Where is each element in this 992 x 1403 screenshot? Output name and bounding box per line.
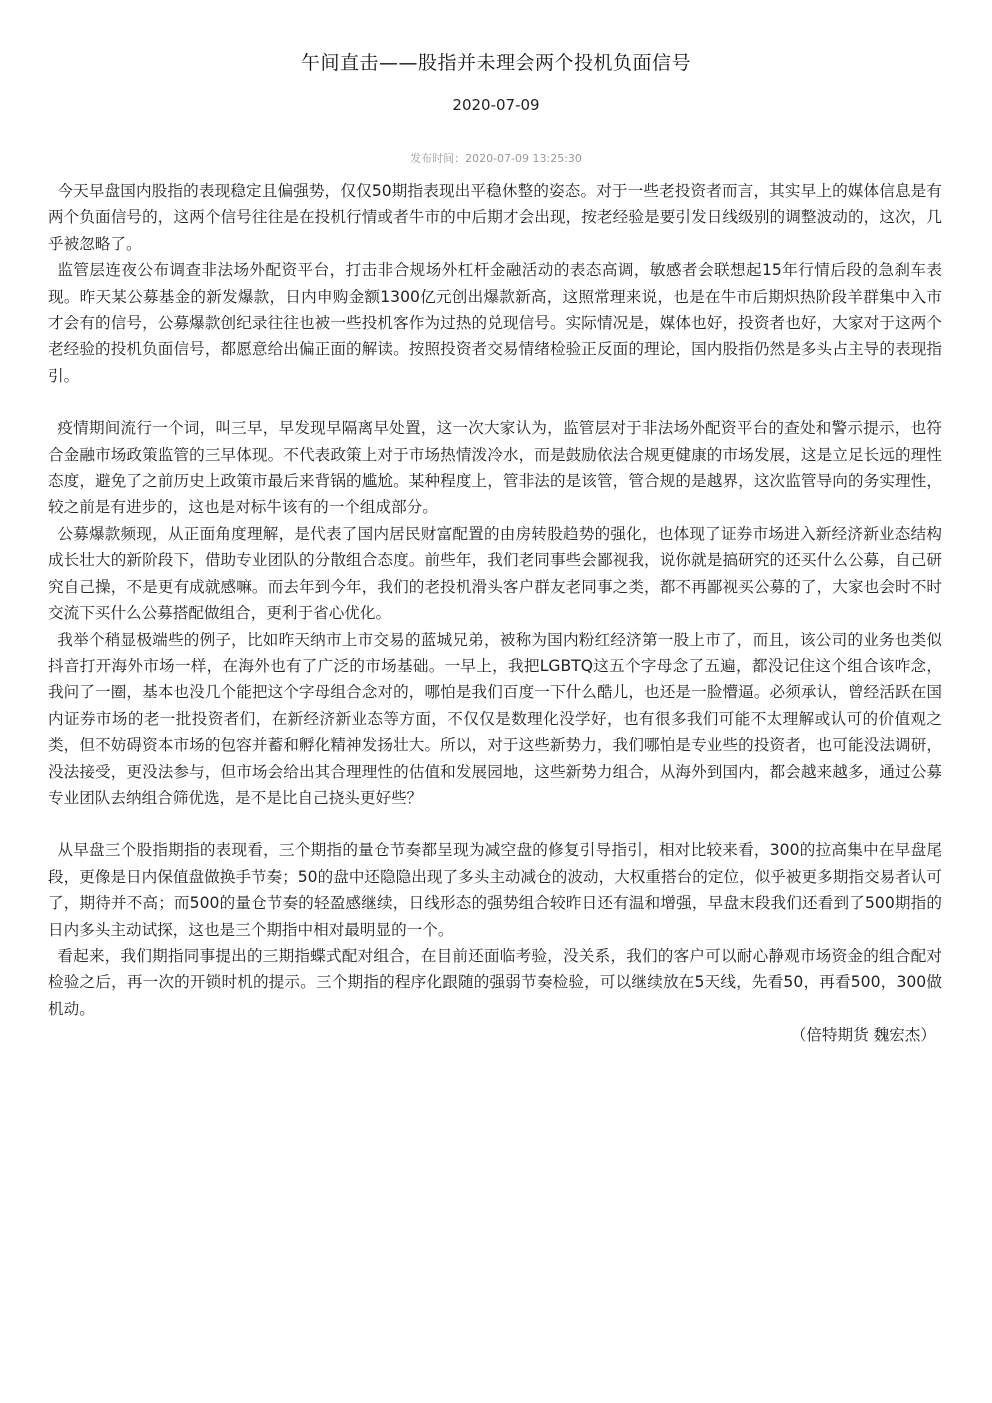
paragraph: 监管层连夜公布调查非法场外配资平台，打击非合规场外杠杆金融活动的表态高调，敏感者会联想起15年行情后段的急刹车表现。昨天某公募基金的新发爆款，日内申购金额1300亿元创出爆款新高，这照常理来说，也是在牛市后期炽热阶段羊群集中入市才会有的信号，公募爆款创纪录往往也被一些投机客作为过热的兑现信号。实际情况是，媒体也好，投资者也好，大家对于这两个老经验的投机负面信号，都愿意给出偏正面的解读。按照投资者交易情绪检验正反面的理论，国内股指仍然是多头占主导的表现指引。: [48, 261, 942, 385]
paragraph: 今天早盘国内股指的表现稳定且偏强势，仅仅50期指表现出平稳休整的姿态。对于一些老投资者而言，其实早上的媒体信息是有两个负面信号的，这两个信号往往是在投机行情或者牛市的中后期才会出现，按老经验是要引发日线级别的调整波动的，这次，几乎被忽略了。: [48, 182, 942, 253]
paragraph: 疫情期间流行一个词，叫三早，早发现早隔离早处置，这一次大家认为，监管层对于非法场外配资平台的查处和警示提示，也符合金融市场政策监管的三早体现。不代表政策上对于市场热情泼冷水，而是鼓励依法合规更健康的市场发展，这是立足长远的理性态度，避免了之前历史上政策市最后来背锅的尴尬。某种程度上，管非法的是该管，管合规的是越界，这次监管导向的务实理性，较之前是有进步的，这也是对标牛该有的一个组成部分。: [48, 419, 942, 517]
paragraph: 从早盘三个股指期指的表现看，三个期指的量仓节奏都呈现为减空盘的修复引导指引，相对比较来看，300的拉高集中在早盘尾段，更像是日内保值盘做换手节奏；50的盘中还隐隐出现了多头主动减仓的波动，大权重搭台的定位，似乎被更多期指交易者认可了，期待并不高；而500的量仓节奏的轻盈感继续，日线形态的强势组合较昨日还有温和增强，早盘末段我们还看到了500期指的日内多头主动试探，这也是三个期指中相对最明显的一个。: [48, 841, 942, 939]
paragraph: 看起来，我们期指同事提出的三期指蝶式配对组合，在目前还面临考验，没关系，我们的客户可以耐心静观市场资金的组合配对检验之后，再一次的开锁时机的提示。三个期指的程序化跟随的强弱节奏检验，可以继续放在5天线，先看50，再看500，300做机动。: [48, 946, 942, 1018]
article-date: 2020-07-09: [452, 96, 540, 114]
paragraph: 公募爆款频现，从正面角度理解，是代表了国内居民财富配置的由房转股趋势的强化，也体现了证券市场进入新经济新业态结构成长壮大的新阶段下，借助专业团队的分散组合态度。前些年，我们老同事些会鄙视我，说你就是搞研究的还买什么公募，自己研究自己操，不是更有成就感嘛。而去年到今年，我们的老投机滑头客户群友老同事之类，都不再鄙视买公募的了，大家也会时不时交流下买什么公募搭配做组合，更利于省心优化。: [48, 524, 942, 623]
author-signature: （倍特期货 魏宏杰）: [790, 1026, 936, 1045]
article-body: [48, 178, 942, 1064]
publish-time: 发布时间：2020-07-09 13:25:30: [410, 152, 582, 165]
article-title: 午间直击——股指并未理会两个投机负面信号: [300, 52, 691, 74]
paragraph: 我举个稍显极端些的例子，比如昨天纳市上市交易的蓝城兄弟，被称为国内粉红经济第一股上市了，而且，该公司的业务也类似抖音打开海外市场一样，在海外也有了广泛的市场基础。一早上，我把LGBTQ这五个字母念了五遍，都没记住这个组合该咋念，我问了一圈，基本也没几个能把这个字母组合念对的，哪怕是我们百度一下什么酷儿，也还是一脸懵逼。必须承认，曾经活跃在国内证券市场的老一批投资者们，在新经济新业态等方面，不仅仅是数理化没学好，也有很多我们可能不太理解或认可的价值观之类，但不妨碍资本市场的包容并蓄和孵化精神发扬壮大。所以，对于这些新势力，我们哪怕是专业些的投资者，也可能没法调研，没法接受，更没法参与，但市场会给出其合理理性的估值和发展园地，这些新势力组合，从海外到国内，都会越来越多，通过公募专业团队去纳组合筛优选，是不是比自己挠头更好些？: [48, 630, 942, 807]
